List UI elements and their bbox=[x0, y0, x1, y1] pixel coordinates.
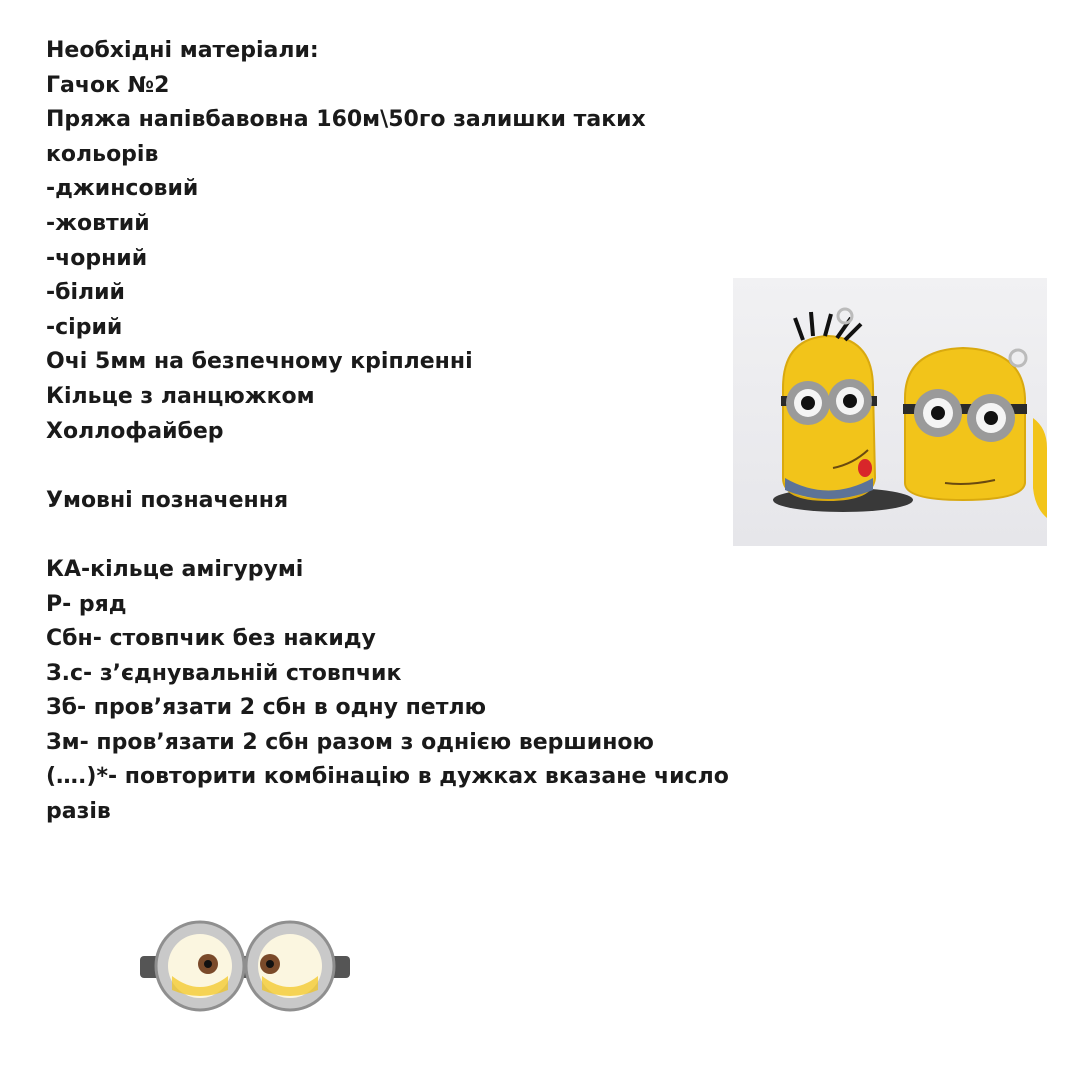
materials-heading: Необхідні матеріали: bbox=[46, 38, 319, 63]
material-yarn: Пряжа напівбавовна 160м\50го залишки таких кольорів bbox=[46, 107, 646, 167]
instructions-text bbox=[46, 34, 806, 830]
legend-item: Зм- пров’язати 2 сбн разом з однією вершиною bbox=[46, 729, 654, 755]
material-ring: Кільце з ланцюжком bbox=[46, 383, 315, 409]
legend-item: Р- ряд bbox=[46, 591, 127, 617]
minion-illustration bbox=[733, 278, 1047, 546]
legend-item: Зб- пров’язати 2 сбн в одну петлю bbox=[46, 695, 486, 721]
legend-item: (….)*- повторити комбінацію в дужках вказане число разів bbox=[46, 764, 729, 825]
color-item: -жовтий bbox=[46, 210, 150, 236]
color-item: -чорний bbox=[46, 245, 148, 271]
color-item: -білий bbox=[46, 280, 125, 306]
legend-item: Сбн- стовпчик без накиду bbox=[46, 626, 376, 652]
color-item: -сірий bbox=[46, 314, 123, 340]
minion-goggles-icon bbox=[140, 920, 350, 1012]
material-eyes: Очі 5мм на безпечному кріпленні bbox=[46, 349, 473, 375]
left-minion bbox=[781, 309, 877, 500]
material-hook: Гачок №2 bbox=[46, 72, 170, 98]
legend-heading: Умовні позначення bbox=[46, 487, 289, 513]
material-filler: Холлофайбер bbox=[46, 418, 224, 444]
legend-item: КА-кільце амігурумі bbox=[46, 556, 304, 582]
minion-keychains-photo bbox=[733, 278, 1047, 546]
legend-item: З.с- з’єднувальній стовпчик bbox=[46, 660, 402, 686]
color-item: -джинсовий bbox=[46, 176, 199, 202]
third-minion-partial bbox=[1033, 418, 1047, 518]
right-minion bbox=[903, 348, 1027, 500]
